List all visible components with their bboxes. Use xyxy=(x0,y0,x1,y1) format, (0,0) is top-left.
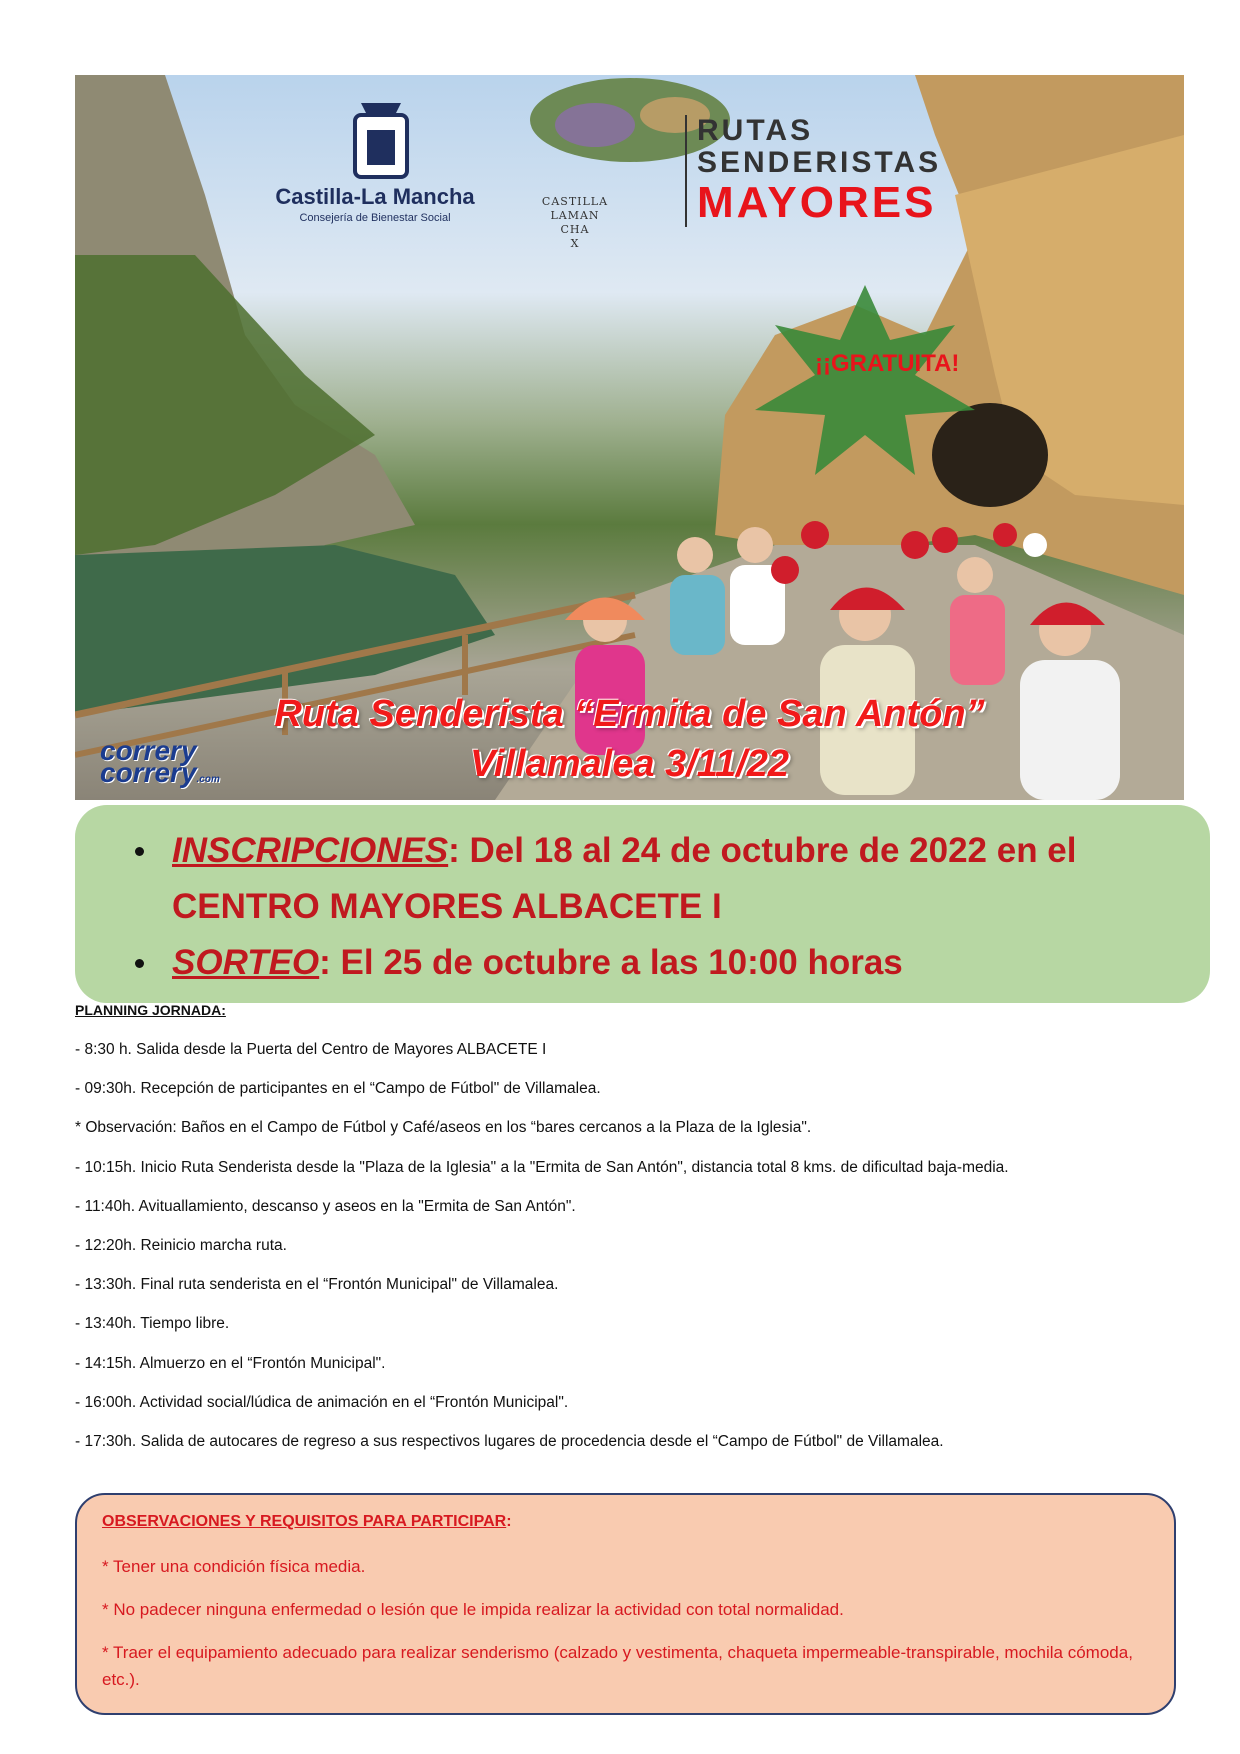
inscripciones-label: INSCRIPCIONES xyxy=(172,831,449,870)
clm-logo-title: Castilla-La Mancha xyxy=(275,184,475,209)
inscripciones-text: : Del 18 al 24 de octubre de 2022 en el CENTRO MAYORES ALBACETE I xyxy=(172,831,1077,926)
series-title xyxy=(685,115,997,227)
sorteo-label: SORTEO xyxy=(172,943,320,982)
series-line-3: MAYORES xyxy=(697,178,937,227)
observations-heading xyxy=(102,1513,512,1531)
planning-item: - 14:15h. Almuerzo en el “Frontón Municipal". xyxy=(75,1354,386,1372)
observations-heading-text: OBSERVACIONES Y REQUISITOS PARA PARTICIPAR xyxy=(102,1513,507,1530)
brand-line-2: correry xyxy=(100,757,197,788)
poster-image xyxy=(75,75,1184,800)
center-logo-caption-3: CHA xyxy=(560,223,590,236)
sorteo-text: : El 25 de octubre a las 10:00 horas xyxy=(319,943,903,982)
center-logo-caption-4: X xyxy=(570,237,580,250)
observations-heading-suffix: : xyxy=(506,1513,512,1530)
series-line-1: RUTAS xyxy=(697,114,814,147)
planning-heading: PLANNING JORNADA: xyxy=(75,1002,226,1018)
observation-item: * No padecer ninguna enfermedad o lesión que le impida realizar la actividad con total normalidad. xyxy=(102,1600,844,1619)
brand-line-1: correry xyxy=(100,735,197,766)
planning-item: - 16:00h. Actividad social/lúdica de animación en el “Frontón Municipal". xyxy=(75,1393,569,1411)
planning-item: - 13:30h. Final ruta senderista en el “Frontón Municipal" de Villamalea. xyxy=(75,1276,559,1294)
registration-item-inscripciones xyxy=(135,823,1185,935)
observation-item: * Tener una condición física media. xyxy=(102,1557,366,1576)
planning-item: - 17:30h. Salida de autocares de regreso a sus respectivos lugares de procedencia desde el “Campo de Fútbol" de Villamalea. xyxy=(75,1432,944,1450)
registration-list xyxy=(135,823,1185,991)
planning-item: - 12:20h. Reinicio marcha ruta. xyxy=(75,1236,287,1254)
planning-item: - 8:30 h. Salida desde la Puerta del Centro de Mayores ALBACETE I xyxy=(75,1041,547,1058)
registration-item-sorteo xyxy=(135,935,1185,991)
planning-item: - 09:30h. Recepción de participantes en el “Campo de Fútbol" de Villamalea. xyxy=(75,1080,601,1098)
planning-item: - 11:40h. Avituallamiento, descanso y aseos en la "Ermita de San Antón". xyxy=(75,1197,576,1215)
planning-item: - 10:15h. Inicio Ruta Senderista desde la "Plaza de la Iglesia" a la "Ermita de San Antón", distancia total 8 kms. de dificultad baja-media. xyxy=(75,1158,1009,1176)
series-line-2: SENDERISTAS xyxy=(697,146,942,179)
registration-box xyxy=(75,805,1210,1003)
center-logo xyxy=(465,95,685,251)
observations-list xyxy=(102,1553,1142,1709)
observation-item: * Traer el equipamiento adecuado para realizar senderismo (calzado y vestimenta, chaqueta impermeable-transpirable, mochila cómoda, etc.). xyxy=(102,1643,1133,1689)
free-badge: ¡¡GRATUITA! xyxy=(815,350,960,377)
route-title-line-2: Villamalea 3/11/22 xyxy=(469,743,789,785)
clm-logo-subtitle: Consejería de Bienestar Social xyxy=(299,212,451,224)
center-logo-caption-1: CASTILLA xyxy=(541,195,609,208)
brand-suffix: .com xyxy=(196,774,220,785)
planning-item: * Observación: Baños en el Campo de Fútbol y Café/aseos en los “bares cercanos a la Plaza de la Iglesia". xyxy=(75,1119,812,1137)
center-logo-caption-2: LAMAN xyxy=(550,209,600,222)
clm-logo xyxy=(255,110,495,224)
planning-list xyxy=(75,1040,1185,1471)
planning-item: - 13:40h. Tiempo libre. xyxy=(75,1315,230,1333)
observations-box xyxy=(75,1493,1176,1715)
brand-logo xyxy=(100,735,220,791)
route-title-line-1: Ruta Senderista “Ermita de San Antón” xyxy=(274,693,985,735)
